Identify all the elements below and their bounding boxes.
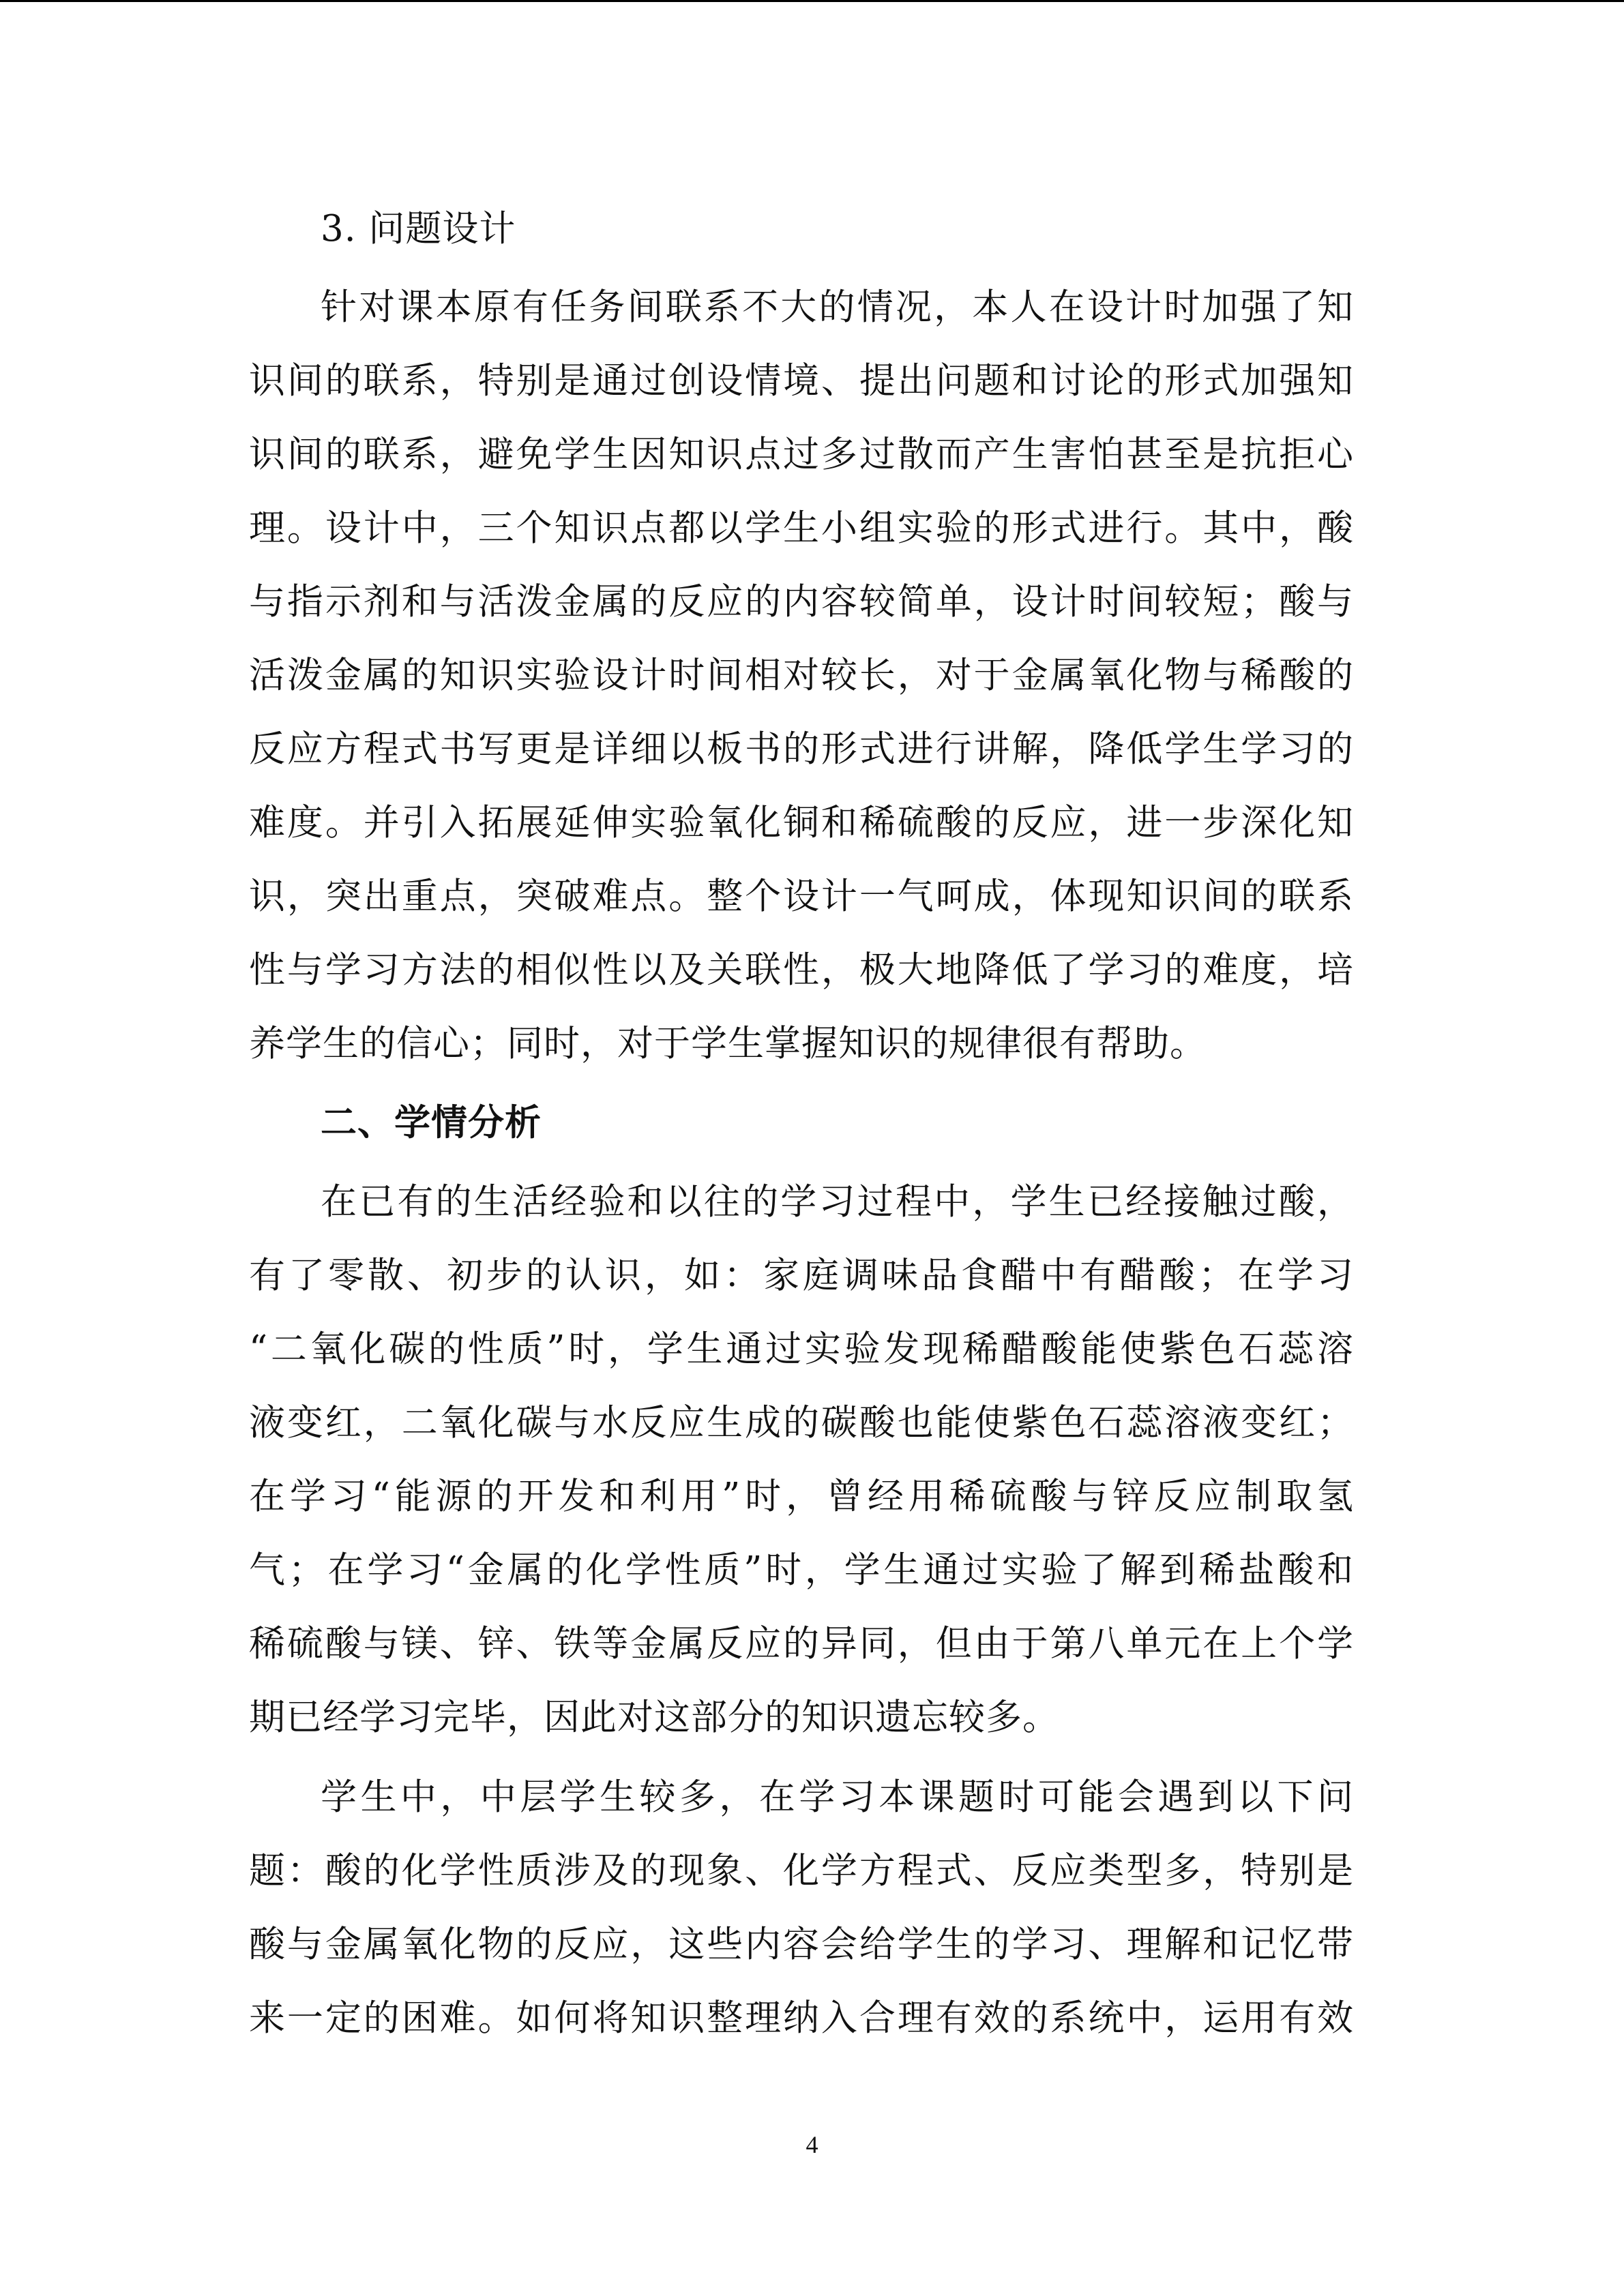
- paragraph-line: 难度。并引入拓展延伸实验氧化铜和稀硫酸的反应，进一步深化知: [249, 802, 1354, 844]
- paragraph-line: “二氧化碳的性质”时，学生通过实验发现稀醋酸能使紫色石蕊溶: [249, 1328, 1354, 1370]
- paragraph-line: 识间的联系，特别是通过创设情境、提出问题和讨论的形式加强知: [249, 360, 1354, 402]
- paragraph-line: 针对课本原有任务间联系不大的情况，本人在设计时加强了知: [321, 286, 1354, 328]
- paragraph-line: 反应方程式书写更是详细以板书的形式进行讲解，降低学生学习的: [249, 728, 1354, 770]
- paragraph-line: 活泼金属的知识实验设计时间相对较长，对于金属氧化物与稀酸的: [249, 655, 1354, 696]
- paragraph-line: 与指示剂和与活泼金属的反应的内容较简单，设计时间较短；酸与: [249, 581, 1354, 623]
- section-heading-student-analysis: 二、学情分析: [321, 1102, 542, 1144]
- paragraph-line: 期已经学习完毕，因此对这部分的知识遗忘较多。: [249, 1697, 1059, 1738]
- subheading-problem-design: 3. 问题设计: [321, 208, 516, 250]
- paragraph-line: 性与学习方法的相似性以及关联性，极大地降低了学习的难度，培: [249, 949, 1354, 991]
- paragraph-line: 养学生的信心；同时，对于学生掌握知识的规律很有帮助。: [249, 1023, 1207, 1064]
- paragraph-line: 识间的联系，避免学生因知识点过多过散而产生害怕甚至是抗拒心: [249, 434, 1354, 475]
- paragraph-line: 学生中，中层学生较多，在学习本课题时可能会遇到以下问: [321, 1776, 1354, 1818]
- page-number: 4: [806, 2131, 818, 2158]
- paragraph-line: 有了零散、初步的认识，如：家庭调味品食醋中有醋酸；在学习: [249, 1255, 1354, 1296]
- paragraph-line: 在学习“能源的开发和利用”时，曾经用稀硫酸与锌反应制取氢: [249, 1476, 1354, 1517]
- paragraph-line: 酸与金属氧化物的反应，这些内容会给学生的学习、理解和记忆带: [249, 1924, 1354, 1965]
- paragraph-line: 稀硫酸与镁、锌、铁等金属反应的异同，但由于第八单元在上个学: [249, 1623, 1354, 1665]
- paragraph-line: 题：酸的化学性质涉及的现象、化学方程式、反应类型多，特别是: [249, 1850, 1354, 1892]
- paragraph-line: 在已有的生活经验和以往的学习过程中，学生已经接触过酸，: [321, 1181, 1354, 1223]
- paragraph-line: 液变红，二氧化碳与水反应生成的碳酸也能使紫色石蕊溶液变红；: [249, 1402, 1354, 1444]
- paragraph-line: 识，突出重点，突破难点。整个设计一气呵成，体现知识间的联系: [249, 876, 1354, 917]
- paragraph-line: 气；在学习“金属的化学性质”时，学生通过实验了解到稀盐酸和: [249, 1549, 1354, 1591]
- paragraph-line: 来一定的困难。如何将知识整理纳入合理有效的系统中，运用有效: [249, 1997, 1354, 2039]
- paragraph-line: 理。设计中，三个知识点都以学生小组实验的形式进行。其中，酸: [249, 507, 1354, 549]
